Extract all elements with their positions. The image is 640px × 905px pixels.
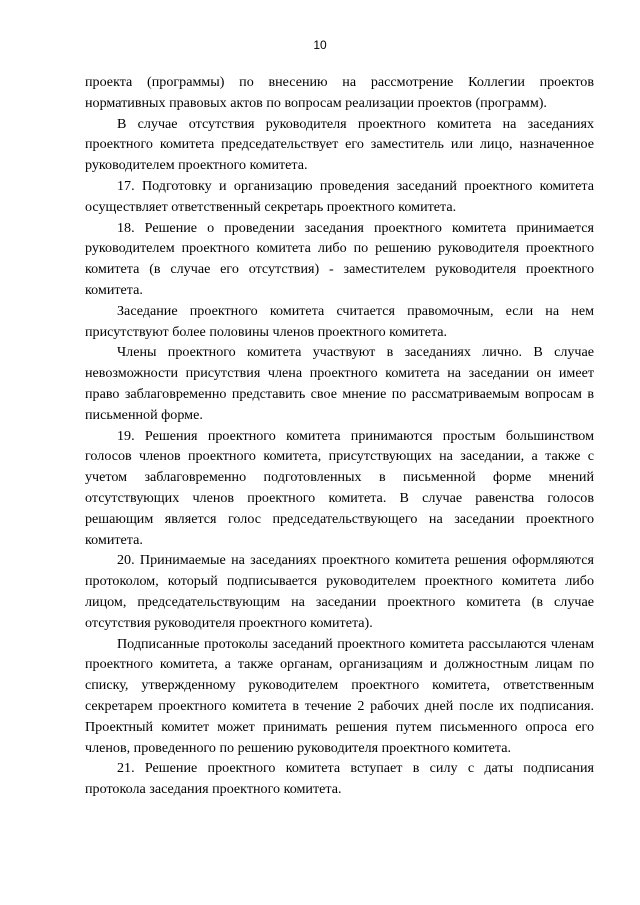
paragraph-item-19: 19. Решения проектного комитета принимаются простым большинством голосов членов проектного комитета, присутствующих на заседании, а также с учетом заблаговременно подготовленных в письменной форме мнений отсутствующих членов проектного комитета. В случае равенства голосов решающим является голос председательствующего на заседании проектного комитета. — [85, 427, 594, 548]
paragraph-continuation: проекта (программы) по внесению на рассмотрение Коллегии проектов нормативных правовых актов по вопросам реализации проектов (программ). — [85, 74, 594, 111]
page-number: 10 — [313, 38, 327, 52]
paragraph-chair-absence: В случае отсутствия руководителя проектного комитета на заседаниях проектного комитета председательствует его заместитель или лицо, назначенное руководителем проектного комитета. — [85, 115, 594, 174]
document-body — [85, 72, 594, 800]
paragraph-personal-participation: Члены проектного комитета участвуют в заседаниях лично. В случае невозможности присутствия члена проектного комитета на заседании он имеет право заблаговременно представить свое мнение по рассматриваемым вопросам в письменной форме. — [85, 344, 594, 423]
paragraph-protocol-distribution: Подписанные протоколы заседаний проектного комитета рассылаются членам проектного комитета, а также органам, организациям и должностным лицам по списку, утвержденному руководителем проектного комитета, ответственным секретарем проектного комитета в течение 2 рабочих дней после их подписания. Проектный комитет может принимать решения путем письменного опроса его членов, проведенного по решению руководителя проектного комитета. — [85, 635, 594, 756]
paragraph-item-17: 17. Подготовку и организацию проведения заседаний проектного комитета осуществляет ответственный секретарь проектного комитета. — [85, 177, 594, 215]
paragraph-quorum: Заседание проектного комитета считается правомочным, если на нем присутствуют более половины членов проектного комитета. — [85, 302, 594, 340]
paragraph-item-21: 21. Решение проектного комитета вступает в силу с даты подписания протокола заседания проектного комитета. — [85, 760, 594, 798]
paragraph-item-20: 20. Принимаемые на заседаниях проектного комитета решения оформляются протоколом, который подписывается руководителем проектного комитета либо лицом, председательствующим на заседании проектного комитета (в случае отсутствия руководителя проектного комитета). — [85, 552, 594, 631]
paragraph-item-18: 18. Решение о проведении заседания проектного комитета принимается руководителем проектного комитета либо по решению руководителя проектного комитета (в случае его отсутствия) - заместителем руководителя проектного комитета. — [85, 219, 594, 298]
